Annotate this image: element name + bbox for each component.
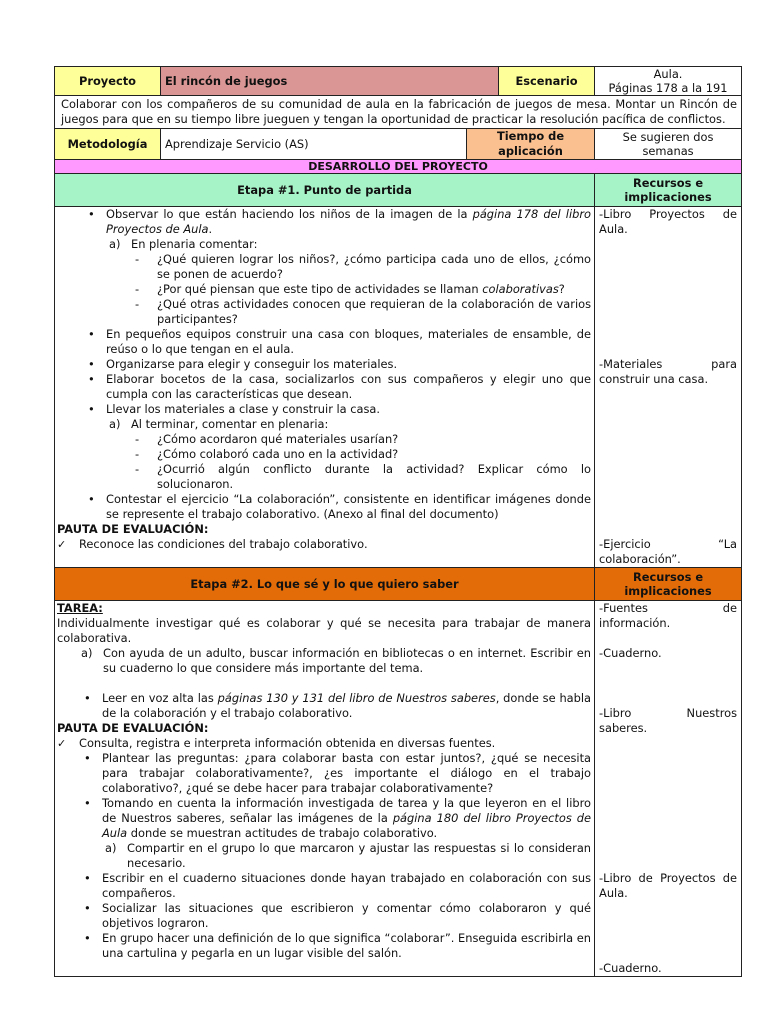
etapa1-question-3: - ¿Qué otras actividades conocen que requieran de la colaboración de varios participantes? (61, 297, 591, 327)
tiempo-value: Se sugieren dos semanas (595, 129, 742, 160)
etapa2-check-item: ✓ Consulta, registra e interpreta información obtenida en diversas fuentes. (57, 736, 591, 751)
project-table (54, 66, 742, 977)
etapa1-bullet-4: • Elaborar bocetos de la casa, socializarlos con sus compañeros y elegir uno que cumpla con las características que desean. (61, 372, 591, 402)
etapa2-pauta-title: PAUTA DE EVALUACIÓN: (57, 721, 209, 735)
etapa2-resources (595, 601, 742, 977)
etapa2-bullet-5: • Socializar las situaciones que escribieron y comentar cómo colaboraron y qué objetivos lograron. (57, 901, 591, 931)
project-document (54, 66, 741, 1005)
tiempo-label: Tiempo de aplicación (467, 129, 595, 160)
escenario-label: Escenario (499, 67, 595, 96)
etapa1-bullet-1: • Observar lo que están haciendo los niños de la imagen de la página 178 del libro Proyectos de Aula. (61, 207, 591, 237)
desarrollo-row (55, 160, 742, 174)
etapa1-bullet-5: • Llevar los materiales a clase y construir la casa. (61, 402, 591, 417)
header-row (55, 67, 742, 96)
etapa2-sub-a: a) Con ayuda de un adulto, buscar información en bibliotecas o en internet. Escribir en su cuaderno lo que considere más importante del tema. (81, 646, 592, 675)
etapa1-content-row (55, 207, 742, 568)
project-description: Colaborar con los compañeros de su comunidad de aula en la fabricación de juegos de mesa. Montar un Rincón de juegos para que en su tiempo libre jueguen y tengan la oportunidad de practicar la resolución pacífica de conflictos. (55, 96, 742, 129)
etapa2-title-row (55, 568, 742, 601)
etapa2-tarea-title: TAREA: (57, 601, 103, 615)
etapa1-resource-3: -Ejercicio “La colaboración”. (599, 537, 738, 566)
escenario-line-2: Páginas 178 a la 191 (608, 81, 728, 95)
etapa1-resource-1: -Libro Proyectos de Aula. (599, 207, 738, 236)
etapa1-recursos-title: Recursos e implicaciones (595, 174, 742, 207)
etapa1-title: Etapa #1. Punto de partida (55, 174, 595, 207)
etapa2-resource-3: -Libro Nuestros saberes. (599, 706, 738, 735)
etapa1-question-5: - ¿Cómo colaboró cada uno en la actividad? (61, 447, 591, 462)
etapa2-bullet-6: • En grupo hacer una definición de lo que significa “colaborar”. Enseguida escribirla en una cartulina y pegarla en un lugar visible del salón. (57, 931, 591, 961)
etapa2-bullet-4: • Escribir en el cuaderno situaciones donde hayan trabajado en colaboración con sus compañeros. (57, 871, 591, 901)
etapa2-resource-1: -Fuentes de información. (599, 601, 738, 630)
etapa1-sub-a: a) En plenaria comentar: (109, 237, 258, 251)
metodologia-row (55, 129, 742, 160)
etapa2-bullet-2: • Plantear las preguntas: ¿para colaborar basta con estar juntos?, ¿qué se necesita para trabajar colaborativamente?, ¿es importante el diálogo en el trabajo colaborativo?, ¿qué se debe hacer para trabajar colaborativamente? (57, 751, 591, 796)
etapa1-question-6: - ¿Ocurrió algún conflicto durante la actividad? Explicar cómo lo solucionaron. (61, 462, 591, 492)
etapa2-tarea-text: Individualmente investigar qué es colaborar y qué se necesita para trabajar de manera colaborativa. (57, 616, 592, 645)
escenario-line-1: Aula. (653, 67, 683, 81)
etapa1-resources (595, 207, 742, 568)
etapa2-sub-a2: a) Compartir en el grupo lo que marcaron y ajustar las respuestas si lo consideran necesario. (105, 841, 592, 870)
etapa1-question-4: - ¿Cómo acordaron qué materiales usarían? (61, 432, 591, 447)
etapa1-bullet-2: • En pequeños equipos construir una casa con bloques, materiales de ensamble, de reúso o lo que tengan en el aula. (61, 327, 591, 357)
etapa1-bullet-6: • Contestar el ejercicio “La colaboración”, consistente en identificar imágenes donde se represente el trabajo colaborativo. (Anexo al final del documento) (61, 492, 591, 522)
desarrollo-title: DESARROLLO DEL PROYECTO (55, 160, 742, 174)
etapa1-activities (55, 207, 595, 568)
etapa2-resource-4: -Libro de Proyectos de Aula. (599, 871, 738, 900)
description-row (55, 96, 742, 129)
etapa2-resource-2: -Cuaderno. (599, 646, 662, 660)
etapa2-bullet-1: • Leer en voz alta las páginas 130 y 131 del libro de Nuestros saberes, donde se habla de la colaboración y el trabajo colaborativo. (57, 691, 591, 721)
etapa1-resource-2: -Materiales para construir una casa. (599, 357, 738, 386)
etapa1-question-2: - ¿Por qué piensan que este tipo de actividades se llaman colaborativas? (61, 282, 591, 297)
metodologia-value: Aprendizaje Servicio (AS) (161, 129, 467, 160)
etapa2-content-row (55, 601, 742, 977)
etapa2-title: Etapa #2. Lo que sé y lo que quiero saber (55, 568, 595, 601)
etapa1-check-item: ✓ Reconoce las condiciones del trabajo colaborativo. (57, 537, 591, 552)
etapa2-bullet-3: • Tomando en cuenta la información investigada de tarea y la que leyeron en el libro de Nuestros saberes, señalar las imágenes de la página 180 del libro Proyectos de Aula donde se muestran actitudes de trabajo colaborativo. (57, 796, 591, 841)
etapa2-activities (55, 601, 595, 977)
etapa2-resource-5: -Cuaderno. (599, 961, 662, 975)
proyecto-label: Proyecto (55, 67, 161, 96)
etapa2-recursos-title: Recursos e implicaciones (595, 568, 742, 601)
etapa1-question-1: - ¿Qué quieren lograr los niños?, ¿cómo participa cada uno de ellos, ¿cómo se ponen de acuerdo? (61, 252, 591, 282)
proyecto-value: El rincón de juegos (161, 67, 499, 96)
etapa1-sub-a2: a) Al terminar, comentar en plenaria: (109, 417, 329, 431)
etapa1-bullet-3: • Organizarse para elegir y conseguir los materiales. (61, 357, 591, 372)
escenario-value (595, 67, 742, 96)
metodologia-label: Metodología (55, 129, 161, 160)
etapa1-title-row (55, 174, 742, 207)
etapa1-pauta-title: PAUTA DE EVALUACIÓN: (57, 522, 209, 536)
